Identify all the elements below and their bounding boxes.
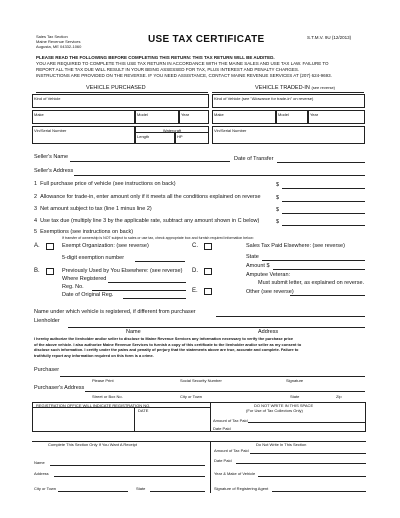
- label: Model: [278, 111, 289, 117]
- line-text: Exemptions (see instructions on back): [40, 229, 134, 235]
- rule: [36, 92, 208, 93]
- receipt-address-line[interactable]: [54, 476, 205, 477]
- signature-caption: Signature: [286, 378, 304, 383]
- line-number: 3: [34, 206, 38, 212]
- registration-office-label: REGISTRATION OFFICE WILL INDICATE REGISTRATION NO.: [36, 403, 151, 408]
- receipt-state-label: State: [136, 486, 146, 491]
- print-caption: Please Print: [92, 378, 114, 383]
- option-e-letter: E.: [192, 288, 198, 294]
- option-d-text: Amputee Veteran:: [246, 272, 291, 278]
- traded-make-field[interactable]: [212, 110, 276, 124]
- purchaser-address-line[interactable]: [85, 391, 365, 392]
- form-title: USE TAX CERTIFICATE: [148, 34, 265, 45]
- purchased-year-field[interactable]: [179, 110, 209, 124]
- option-d-sub: Must submit letter, as explained on reverse.: [258, 280, 365, 286]
- purchased-model-field[interactable]: [135, 110, 179, 124]
- city-caption: City or Town: [180, 394, 202, 399]
- option-b-reg: Reg. No.: [62, 284, 84, 290]
- divider: [210, 402, 211, 432]
- purchased-kind-field[interactable]: [32, 94, 209, 108]
- receipt-signature-line[interactable]: [272, 491, 366, 492]
- line-text: Allowance for trade-in, enter amount only if it meets all the conditions explained on reverse: [40, 194, 261, 200]
- option-b-date: Date of Original Reg.: [62, 292, 114, 298]
- registered-name-line[interactable]: [216, 316, 365, 317]
- authorization-text: [34, 336, 301, 358]
- label: Kind of Vehicle: [34, 95, 61, 101]
- option-a-letter: A.: [34, 243, 40, 249]
- receipt-divider: [210, 441, 211, 493]
- option-c-amount: Amount $: [246, 263, 270, 269]
- agency-line: Sales Tax Section: [36, 34, 68, 39]
- option-e-checkbox[interactable]: [204, 288, 212, 295]
- exemption-number-line[interactable]: [135, 261, 185, 262]
- purchaser-label: Purchaser: [34, 367, 60, 373]
- option-d-checkbox[interactable]: [204, 268, 212, 275]
- seller-name-line[interactable]: [70, 161, 230, 162]
- seller-address-label: Seller's Address: [34, 168, 74, 174]
- receipt-year-make-line[interactable]: [258, 476, 366, 477]
- reg-amount-label: Amount of Tax Paid: [213, 418, 248, 423]
- dollar-sign: $: [276, 182, 280, 188]
- purchaser-address-label: Purchaser's Address: [34, 385, 85, 391]
- label: Year: [181, 111, 190, 117]
- traded-year-field[interactable]: [308, 110, 365, 124]
- auth-line: truthfully report any information required on this form is a crime.: [34, 352, 154, 358]
- state-line[interactable]: [262, 260, 365, 261]
- watercraft-length-field[interactable]: [135, 132, 175, 144]
- traded-heading-text: VEHICLE TRADED-IN: [255, 85, 310, 91]
- purchaser-line[interactable]: [60, 376, 365, 377]
- auth-line: I hereby authorize the lienholder and/or seller to disclose to Maine Revenue Services any information necessary to verify the purchase price: [34, 336, 294, 341]
- purchased-vin-field[interactable]: [32, 126, 135, 144]
- ssn-caption: Social Security Number: [180, 378, 222, 383]
- option-c-letter: C.: [192, 243, 198, 249]
- option-a-checkbox[interactable]: [46, 243, 54, 250]
- traded-kind-field[interactable]: [212, 94, 365, 108]
- receipt-name-line[interactable]: [50, 465, 205, 466]
- rule: [212, 92, 364, 93]
- label: Length: [137, 133, 150, 139]
- line-4-amount[interactable]: [282, 225, 365, 226]
- lienholder-line[interactable]: [68, 327, 365, 328]
- receipt-amount-line[interactable]: [250, 453, 366, 454]
- lien-name-caption: Name: [126, 329, 141, 335]
- line-1: [34, 181, 176, 188]
- label: Kind of Vehicle (see "Allowance for trade-in" on reverse): [214, 95, 314, 101]
- line-text: Net amount subject to tax (line 1 minus line 2): [40, 206, 152, 212]
- line-number: 2: [34, 194, 38, 200]
- registered-name-label: Name under which vehicle is registered, if different from purchaser: [34, 309, 196, 315]
- label: Model: [137, 111, 148, 117]
- notice-bold: PLEASE READ THE FOLLOWING BEFORE COMPLETING THIS RETURN: THIS TAX RETURN WILL BE AUDITED.: [36, 55, 275, 60]
- where-line[interactable]: [108, 282, 186, 283]
- vehicle-purchased-heading: VEHICLE PURCHASED: [86, 85, 146, 91]
- line-2-amount[interactable]: [282, 201, 365, 202]
- receipt-date-paid-line[interactable]: [236, 463, 366, 464]
- receipt-name-label: Name: [34, 460, 45, 465]
- form-id: S.T.M.V. 9U (12/2013): [307, 35, 352, 40]
- lienholder-label: Lienholder: [34, 318, 60, 324]
- reg-amount-line[interactable]: [248, 422, 366, 423]
- option-b-where: Where Registered: [62, 276, 107, 282]
- notice-line: REPORT ALL THE TAX DUE WILL RESULT IN YOUR BEING ASSESSED FOR TAX, PLUS INTEREST AND PENALTY CHARGES.: [36, 67, 300, 72]
- line-1-amount[interactable]: [282, 188, 365, 189]
- receipt-right-heading: Do Not Write In This Section: [256, 442, 307, 447]
- receipt-date-paid-label: Date Paid: [214, 458, 232, 463]
- orig-date-line[interactable]: [123, 298, 186, 299]
- option-b-checkbox[interactable]: [46, 268, 54, 275]
- divider: [134, 407, 135, 432]
- line-2: [34, 194, 261, 201]
- line-3: [34, 206, 152, 213]
- label: Vin/Serial Number: [34, 127, 67, 133]
- seller-address-line[interactable]: [74, 175, 365, 176]
- watercraft-hp-field[interactable]: [175, 132, 209, 144]
- traded-vin-field[interactable]: [212, 126, 365, 144]
- receipt-state-line[interactable]: [150, 491, 205, 492]
- purchased-make-field[interactable]: [32, 110, 135, 124]
- agency-line: Maine Revenue Services: [36, 39, 81, 44]
- option-c-state: State: [246, 254, 259, 260]
- label: Make: [34, 111, 44, 117]
- dollar-sign: $: [276, 219, 280, 225]
- label: Year: [310, 111, 319, 117]
- receipt-amount-label: Amount of Tax Paid: [214, 448, 249, 453]
- zip-caption: Zip: [336, 394, 342, 399]
- option-d-letter: D.: [192, 268, 198, 274]
- option-b-letter: B.: [34, 268, 40, 274]
- vehicle-traded-heading: [255, 85, 335, 92]
- receipt-address-label: Address: [34, 471, 49, 476]
- option-a-text: Exempt Organization: (see reverse): [62, 243, 149, 249]
- line-number: 4: [34, 218, 38, 224]
- agency-line: Augusta, ME 04332-1060: [36, 44, 82, 49]
- option-e-text: Other (see reverse): [246, 289, 294, 295]
- label: Make: [214, 111, 224, 117]
- registration-date-label: DATE: [138, 408, 149, 413]
- exemption-note: If transfer of ownership is NOT subject to sales or use tax, check appropriate box and furnish required information below:: [62, 236, 254, 240]
- line-number: 5: [34, 229, 38, 235]
- auth-line: disclose such information. I certify under the pains and penalty of perjury that the statements above are true, accurate and complete. Failure to: [34, 347, 299, 352]
- amount-line[interactable]: [273, 269, 365, 270]
- notice-line: INSTRUCTIONS ARE PROVIDED ON THE REVERSE. IF YOU NEED ASSISTANCE, CONTACT MAINE REVENUE SERVICES AT (207) 624-9693.: [36, 73, 332, 78]
- dollar-sign: $: [276, 207, 280, 213]
- line-3-amount[interactable]: [282, 213, 365, 214]
- lien-address-caption: Address: [258, 329, 279, 335]
- reg-date-paid-label: Date Paid: [213, 426, 231, 431]
- receipt-left-heading: Complete This Section Only If You Want A Receipt: [48, 442, 137, 447]
- receipt-year-make-label: Year & Make of Vehicle: [214, 471, 256, 476]
- option-c-checkbox[interactable]: [204, 243, 212, 250]
- agency-block: [36, 34, 81, 49]
- state-caption: State: [290, 394, 300, 399]
- dollar-sign: $: [276, 195, 280, 201]
- line-4: [34, 218, 259, 225]
- receipt-city-label: City or Town: [34, 486, 56, 491]
- line-text: Use tax due (multiply line 3 by the applicable rate, subtract any amount shown in C below): [40, 218, 260, 224]
- receipt-signature-label: Signature of Registering Agent: [214, 486, 269, 491]
- label: Watercraft: [162, 127, 182, 133]
- label: Vin/Serial Number: [214, 127, 247, 133]
- line-text: Full purchase price of vehicle (see instructions on back): [40, 181, 176, 187]
- option-c-text: Sales Tax Paid Elsewhere: (see reverse): [246, 243, 345, 249]
- street-caption: Street or Box No.: [92, 394, 123, 399]
- other-line[interactable]: [290, 295, 365, 296]
- label: HP: [177, 133, 183, 139]
- do-not-write-sub: (For Use of Tax Collectors Only): [246, 408, 303, 413]
- option-b-text: Previously Used by You Elsewhere: (see reverse): [62, 268, 183, 274]
- traded-model-field[interactable]: [276, 110, 308, 124]
- auth-line: of the above vehicle. I also authorize Maine Revenue Services to furnish a copy of this certificate to the lienholder and/or seller as my consent to: [34, 341, 302, 347]
- do-not-write-label: DO NOT WRITE IN THIS SPACE: [254, 403, 314, 408]
- traded-heading-note: (see reverse): [311, 85, 336, 90]
- option-a-sub: 5-digit exemption number: [62, 255, 125, 261]
- notice-line: YOU ARE REQUIRED TO COMPLETE THIS USE TAX RETURN IN ACCORDANCE WITH THE MAINE SALES AND USE TAX LAW. FAILURE TO: [36, 61, 329, 66]
- date-transfer-label: Date of Transfer: [234, 156, 274, 162]
- date-transfer-line[interactable]: [277, 162, 365, 163]
- line-number: 1: [34, 181, 38, 187]
- receipt-city-line[interactable]: [58, 491, 128, 492]
- reg-line[interactable]: [92, 290, 186, 291]
- seller-name-label: Seller's Name: [34, 154, 69, 160]
- line-5: [34, 229, 133, 236]
